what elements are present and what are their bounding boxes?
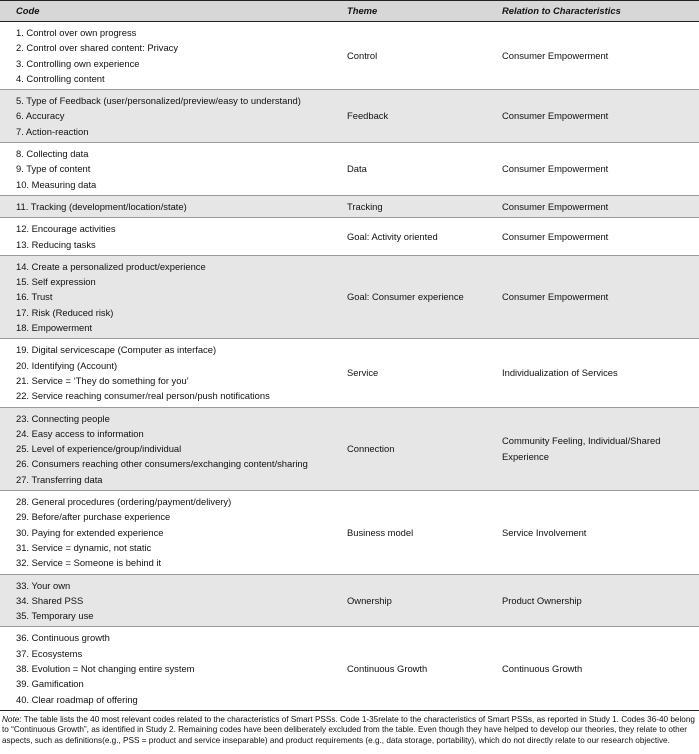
theme-cell: Control [343,22,498,90]
code-item: 7. Action-reaction [16,125,89,137]
code-item: 40. Clear roadmap of offering [16,693,138,705]
code-cell [0,339,343,407]
code-cell [0,627,343,710]
code-item: 31. Service = dynamic, not static [16,541,152,553]
relation-cell: Consumer Empowerment [498,143,699,196]
code-cell [0,218,343,256]
header-row [0,1,699,22]
relation-cell: Consumer Empowerment [498,255,699,338]
table-row [0,491,699,574]
code-item: 6. Accuracy [16,110,65,122]
code-item: 29. Before/after purchase experience [16,511,171,523]
code-item: 34. Shared PSS [16,594,84,606]
code-item: 9. Type of content [16,163,91,175]
code-item: 1. Control over own progress [16,27,137,38]
code-item: 15. Self expression [16,276,96,288]
code-item: 33. Your own [16,579,71,591]
relation-cell: Consumer Empowerment [498,195,699,217]
table-body [0,22,699,711]
code-item: 11. Tracking (development/location/state) [16,200,187,212]
note-label: Note: [2,714,22,724]
code-item: 38. Evolution = Not changing entire system [16,662,195,674]
code-item: 17. Risk (Reduced risk) [16,306,114,318]
code-item: 10. Measuring data [16,178,97,190]
theme-cell: Business model [343,491,498,574]
code-item: 21. Service = ‘They do something for you’ [16,374,189,386]
note-text: The table lists the 40 most relevant codes related to the characteristics of Smart PSSs. Code 1-35relate to the characteristics of Smart PSSs, as reported in Study 1. Codes 36-40 belong to “Continuous Growth”, as identified in Study 2. Remaining codes have been deliberately excluded from the table. Even though they have helped to develop our theories, they relate to other aspects, such as definitions(e.g., PSS = product and service inseparable) and product requirements (e.g., data storage, portability), which do not directly relate to our research objective. [2,714,695,746]
code-item: 20. Identifying (Account) [16,359,118,371]
code-cell [0,407,343,490]
code-cell [0,143,343,196]
theme-cell: Goal: Consumer experience [343,255,498,338]
header-relation: Relation to Characteristics [498,1,699,22]
code-item: 23. Connecting people [16,412,110,424]
code-item: 24. Easy access to information [16,427,144,439]
table-row [0,407,699,490]
table-row [0,255,699,338]
table-row [0,627,699,710]
relation-cell: Service Involvement [498,491,699,574]
code-item: 2. Control over shared content: Privacy [16,42,179,54]
code-item: 32. Service = Someone is behind it [16,557,162,569]
theme-cell: Connection [343,407,498,490]
header-code: Code [0,1,343,22]
relation-cell: Consumer Empowerment [498,22,699,90]
code-item: 12. Encourage activities [16,223,116,235]
relation-cell: Consumer Empowerment [498,90,699,143]
code-item: 25. Level of experience/group/individual [16,443,182,455]
relation-cell: Community Feeling, Individual/Shared Experience [498,407,699,490]
theme-cell: Feedback [343,90,498,143]
code-item: 27. Transferring data [16,473,103,485]
code-item: 39. Gamification [16,678,84,690]
code-item: 36. Continuous growth [16,632,110,644]
table-row [0,22,699,90]
table-row [0,195,699,217]
code-item: 4. Controlling content [16,72,105,84]
table-row [0,218,699,256]
theme-cell: Continuous Growth [343,627,498,710]
table-row [0,143,699,196]
code-item: 14. Create a personalized product/experience [16,260,206,272]
code-item: 22. Service reaching consumer/real person/push notifications [16,390,270,402]
code-item: 5. Type of Feedback (user/personalized/preview/easy to understand) [16,95,301,107]
header-theme: Theme [343,1,498,22]
table-row [0,574,699,627]
relation-cell: Product Ownership [498,574,699,627]
code-cell [0,195,343,217]
table-note [0,711,699,747]
code-cell [0,255,343,338]
theme-cell: Data [343,143,498,196]
relation-cell: Continuous Growth [498,627,699,710]
code-item: 16. Trust [16,291,53,303]
code-item: 35. Temporary use [16,610,94,622]
code-item: 30. Paying for extended experience [16,526,164,538]
code-cell [0,90,343,143]
code-item: 13. Reducing tasks [16,238,96,250]
relation-cell: Consumer Empowerment [498,218,699,256]
table-row [0,339,699,407]
code-cell [0,574,343,627]
code-item: 8. Collecting data [16,148,89,160]
theme-cell: Service [343,339,498,407]
code-item: 3. Controlling own experience [16,57,140,69]
relation-cell: Individualization of Services [498,339,699,407]
table-row [0,90,699,143]
code-item: 19. Digital servicescape (Computer as interface) [16,344,217,356]
code-item: 18. Empowerment [16,322,93,334]
theme-cell: Tracking [343,195,498,217]
theme-cell: Goal: Activity oriented [343,218,498,256]
code-cell [0,22,343,90]
code-item: 28. General procedures (ordering/payment/delivery) [16,496,232,508]
theme-cell: Ownership [343,574,498,627]
code-cell [0,491,343,574]
code-item: 26. Consumers reaching other consumers/exchanging content/sharing [16,458,308,470]
code-item: 37. Ecosystems [16,647,83,659]
table-header [0,1,699,22]
